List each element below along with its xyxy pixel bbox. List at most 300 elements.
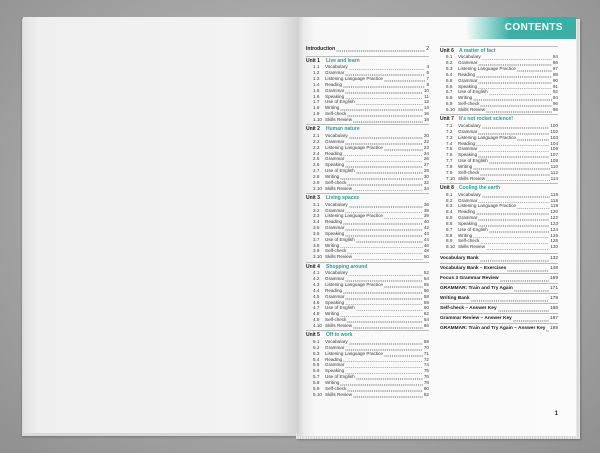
page-ref: 123 [550, 220, 558, 226]
unit-number: Unit 7 [440, 116, 454, 123]
page-ref: 59 [423, 299, 429, 305]
section-number: 4.8 [313, 311, 320, 317]
contents-page [297, 17, 576, 436]
page-ref: 106 [550, 146, 558, 152]
page-ref: 132 [549, 255, 558, 261]
page-ref: 75 [423, 368, 429, 374]
section-label: Self-check [458, 101, 480, 107]
section-number: 4.7 [313, 305, 320, 311]
page-ref: 34 [423, 185, 429, 191]
page-ref: 66 [423, 323, 429, 328]
page-ref: 46 [423, 242, 429, 248]
section-label: Grammar [458, 128, 478, 134]
section-number: 6.1 [446, 54, 453, 60]
section-number: 2.9 [313, 179, 320, 185]
page-ref: 82 [423, 391, 429, 397]
dot-leader [513, 314, 549, 323]
section-label: Vocabulary [325, 64, 348, 70]
section-number: 4.4 [313, 287, 320, 293]
contents-header-band [466, 17, 576, 39]
contents-entry-introduction [306, 46, 429, 52]
page-ref: 30 [423, 173, 429, 179]
section-label: Self-check [325, 317, 347, 323]
section-label: Listening Language Practice [325, 213, 383, 219]
contents-entry-back-matter [440, 293, 558, 303]
unit-title: Cooling the earth [459, 184, 501, 191]
dot-leader [500, 274, 549, 283]
section-number: 4.10 [313, 323, 322, 328]
unit-section [306, 193, 429, 262]
unit-heading [440, 116, 558, 123]
section-number: 7.2 [446, 128, 453, 134]
entry-label: Focus 3 Grammar Review [440, 275, 499, 281]
page-ref: 12 [423, 99, 429, 105]
unit-section [306, 56, 429, 125]
section-number: 8.6 [446, 220, 453, 226]
section-label: Speaking [325, 299, 345, 305]
section-number: 8.5 [446, 215, 453, 221]
page-ref: 102 [550, 128, 558, 134]
page-ref: 18 [423, 116, 429, 122]
section-label: Grammar [325, 344, 345, 350]
page-ref: 23 [423, 144, 429, 150]
page-ref: 16 [423, 111, 429, 117]
section-label: Reading [458, 209, 476, 215]
page-ref: 42 [423, 225, 429, 231]
page-ref: 118 [550, 197, 558, 203]
section-number: 1.5 [313, 87, 320, 93]
unit-section [306, 330, 429, 399]
section-number: 5.2 [313, 344, 320, 350]
section-number: 6.5 [446, 77, 453, 83]
section-label: Skills Review [325, 323, 353, 328]
section-label: Grammar [325, 293, 345, 299]
dot-leader [353, 392, 423, 398]
section-number: 7.6 [446, 152, 453, 158]
page-ref: 114 [550, 175, 558, 181]
section-label: Grammar [458, 146, 478, 152]
section-number: 5.5 [313, 362, 320, 368]
unit-section [440, 114, 558, 183]
page-ref: 126 [550, 232, 558, 238]
page-ref: 76 [423, 374, 429, 380]
page-ref: 20 [423, 133, 429, 139]
page-ref: 91 [552, 83, 558, 89]
page-ref: 74 [423, 362, 429, 368]
page-ref: 103 [550, 134, 558, 140]
section-label: Speaking [325, 368, 345, 374]
section-label: Self-check [325, 179, 347, 185]
page-ref: 58 [423, 293, 429, 299]
contents-entry [306, 323, 429, 329]
section-label: Speaking [325, 93, 345, 99]
page-ref: 55 [423, 282, 429, 288]
unit-title: It's not rocket science! [459, 116, 513, 123]
section-number: 2.7 [313, 168, 320, 174]
section-number: 4.3 [313, 282, 320, 288]
page-ref: 22 [423, 138, 429, 144]
unit-title: Shopping around [326, 263, 368, 270]
dot-leader [353, 323, 423, 329]
section-label: Skills Review [458, 175, 486, 181]
section-label: Listening Language Practice [325, 76, 383, 82]
section-number: 2.10 [313, 185, 322, 191]
section-label: Reading [458, 71, 476, 77]
unit-number: Unit 6 [440, 47, 454, 54]
entry-label: GRAMMAR: Train and Try Again – Answer Key [440, 325, 546, 331]
entry-label: Introduction [306, 46, 336, 52]
page-ref: 40 [423, 219, 429, 225]
section-number: 1.2 [313, 70, 320, 76]
section-number: 5.7 [313, 374, 320, 380]
page-ref: 108 [550, 158, 558, 164]
section-label: Reading [458, 140, 476, 146]
section-label: Grammar [325, 87, 345, 93]
section-label: Self-check [325, 111, 347, 117]
section-number: 4.1 [313, 270, 320, 276]
section-label: Listening Language Practice [325, 144, 383, 150]
dot-leader [480, 254, 549, 263]
section-label: Grammar [325, 276, 345, 282]
section-label: Writing [325, 173, 340, 179]
section-number: 7.10 [446, 175, 455, 181]
page-ref: 185 [549, 305, 558, 311]
entry-label: Vocabulary Bank [440, 255, 479, 261]
page-ref: 159 [549, 275, 558, 281]
page-ref: 130 [550, 244, 558, 250]
section-label: Self-check [325, 248, 347, 254]
unit-number: Unit 5 [306, 332, 320, 339]
page-ref: 54 [423, 276, 429, 282]
page-ref: 2 [426, 46, 429, 52]
section-label: Grammar [325, 225, 345, 231]
unit-number: Unit 3 [306, 194, 320, 201]
page-ref: 187 [549, 315, 558, 321]
section-label: Grammar [325, 362, 345, 368]
contents-entry [306, 254, 429, 260]
section-number: 6.9 [446, 101, 453, 107]
section-number: 8.1 [446, 191, 453, 197]
section-number: 4.2 [313, 276, 320, 282]
section-label: Grammar [325, 156, 345, 162]
page-ref: 38 [423, 207, 429, 213]
section-number: 4.5 [313, 293, 320, 299]
unit-section [440, 183, 558, 252]
unit-section [306, 262, 429, 331]
page-ref: 68 [423, 339, 429, 345]
section-label: Use of English [325, 99, 355, 105]
unit-number: Unit 1 [306, 57, 320, 64]
contents-entry-back-matter [440, 263, 558, 273]
page-ref: 32 [423, 179, 429, 185]
section-label: Grammar [458, 77, 478, 83]
page-ref: 120 [550, 209, 558, 215]
left-page-blank [23, 17, 297, 433]
section-number: 5.8 [313, 380, 320, 385]
section-label: Writing [325, 380, 340, 385]
section-number: 8.7 [446, 226, 453, 232]
section-label: Listening Language Practice [458, 66, 516, 72]
page-ref: 28 [423, 168, 429, 174]
section-number: 5.10 [313, 391, 322, 397]
section-number: 5.4 [313, 356, 320, 362]
unit-heading [306, 58, 429, 65]
contents-title: CONTENTS [504, 22, 563, 33]
page-ref: 84 [552, 54, 558, 60]
contents-column-left [306, 46, 429, 399]
unit-section [306, 124, 429, 193]
section-number: 6.2 [446, 60, 453, 66]
unit-number: Unit 4 [306, 263, 320, 270]
section-number: 4.9 [313, 317, 320, 323]
section-label: Speaking [458, 152, 478, 158]
section-number: 8.9 [446, 238, 453, 244]
section-number: 5.3 [313, 350, 320, 356]
contents-entry [440, 244, 558, 250]
section-number: 6.7 [446, 89, 453, 95]
page-ref: 44 [423, 236, 429, 242]
page-ref: 8 [426, 81, 429, 87]
page-ref: 78 [423, 380, 429, 385]
contents-column-right [440, 46, 558, 333]
section-number: 3.10 [313, 254, 322, 260]
dot-leader [514, 284, 549, 293]
dot-leader [353, 117, 423, 123]
page-ref: 39 [423, 213, 429, 219]
unit-number: Unit 8 [440, 184, 454, 191]
section-label: Use of English [458, 226, 488, 232]
page-ref: 27 [423, 162, 429, 168]
section-number: 8.4 [446, 209, 453, 215]
page-ref: 94 [552, 95, 558, 101]
dot-leader [471, 294, 549, 303]
section-label: Speaking [325, 230, 345, 236]
section-number: 1.9 [313, 111, 320, 117]
section-number: 2.2 [313, 138, 320, 144]
section-number: 7.4 [446, 140, 453, 146]
section-number: 8.10 [446, 244, 455, 250]
contents-entry-back-matter [440, 323, 558, 333]
entry-label: Vocabulary Bank – Exercises [440, 265, 507, 271]
section-label: Writing [458, 163, 473, 169]
contents-entry-back-matter [440, 273, 558, 283]
page-ref: 116 [550, 191, 558, 197]
page-ref: 24 [423, 150, 429, 156]
contents-entry-back-matter [440, 313, 558, 323]
page-ref: 6 [426, 70, 429, 76]
page-ref: 179 [549, 295, 558, 301]
section-number: 3.4 [313, 219, 320, 225]
page-ref: 64 [423, 317, 429, 323]
page-ref: 171 [549, 285, 558, 291]
section-number: 2.3 [313, 144, 320, 150]
section-number: 1.7 [313, 99, 320, 105]
page-ref: 148 [549, 265, 558, 271]
section-number: 3.2 [313, 207, 320, 213]
page-ref: 128 [550, 238, 558, 244]
page-ref: 80 [423, 385, 429, 391]
contents-entry [306, 117, 429, 123]
section-label: Grammar [325, 138, 345, 144]
unit-number: Unit 2 [306, 126, 320, 133]
unit-title: Living spaces [326, 194, 360, 201]
page-ref: 110 [550, 163, 558, 169]
section-label: Use of English [325, 305, 355, 311]
page-ref: 107 [550, 152, 558, 158]
section-number: 6.8 [446, 95, 453, 101]
unit-heading [306, 126, 429, 133]
section-number: 6.6 [446, 83, 453, 89]
entry-label: Writing Bank [440, 295, 470, 301]
section-label: Vocabulary [325, 339, 348, 345]
contents-entry [440, 176, 558, 182]
page-ref: 4 [426, 64, 429, 70]
section-label: Listening Language Practice [325, 282, 383, 288]
dot-leader [486, 244, 549, 250]
section-number: 1.1 [313, 64, 320, 70]
section-number: 3.5 [313, 225, 320, 231]
page-ref: 60 [423, 305, 429, 311]
section-label: Listening Language Practice [325, 350, 383, 356]
section-label: Writing [458, 232, 473, 238]
section-label: Reading [325, 150, 343, 156]
section-label: Reading [325, 219, 343, 225]
unit-title: Live and learn [326, 57, 360, 64]
dot-leader [507, 264, 549, 273]
dot-leader [336, 46, 425, 52]
page-ref: 43 [423, 230, 429, 236]
section-label: Writing [325, 242, 340, 248]
section-number: 1.3 [313, 76, 320, 82]
dot-leader [353, 254, 423, 260]
page-ref: 56 [423, 287, 429, 293]
section-label: Skills Review [325, 254, 353, 260]
page-ref: 11 [424, 93, 429, 99]
page-number: 1 [554, 411, 558, 417]
page-ref: 48 [423, 248, 429, 254]
dot-leader [353, 186, 423, 192]
section-label: Reading [325, 287, 343, 293]
unit-heading [306, 195, 429, 202]
section-label: Skills Review [325, 185, 353, 191]
section-number: 4.6 [313, 299, 320, 305]
section-label: Writing [325, 105, 340, 111]
section-number: 3.3 [313, 213, 320, 219]
unit-title: Off to work [326, 332, 353, 339]
page-ref: 87 [552, 66, 558, 72]
section-number: 6.3 [446, 66, 453, 72]
section-number: 7.8 [446, 163, 453, 169]
unit-title: A matter of fact [459, 47, 496, 54]
section-label: Use of English [325, 236, 355, 242]
contents-entry [440, 107, 558, 113]
page-ref: 52 [423, 270, 429, 276]
dot-leader [486, 107, 552, 113]
entry-label: GRAMMAR: Train and Try Again [440, 285, 513, 291]
unit-heading [306, 264, 429, 271]
page-ref: 122 [550, 215, 558, 221]
section-number: 2.4 [313, 150, 320, 156]
unit-section [440, 46, 558, 115]
dot-leader [498, 304, 549, 313]
section-number: 5.9 [313, 385, 320, 391]
page-ref: 92 [552, 89, 558, 95]
section-label: Grammar [458, 215, 478, 221]
page-ref: 189 [549, 325, 558, 331]
entry-label: Grammar Review – Answer Key [440, 315, 512, 321]
section-number: 7.7 [446, 158, 453, 164]
section-number: 7.1 [446, 123, 453, 129]
page-ref: 119 [550, 203, 558, 209]
section-label: Grammar [325, 70, 345, 76]
section-label: Speaking [325, 162, 345, 168]
section-number: 7.5 [446, 146, 453, 152]
section-label: Vocabulary [325, 201, 348, 207]
entry-label: Self-check – Answer Key [440, 305, 497, 311]
section-label: Grammar [325, 207, 345, 213]
section-label: Vocabulary [325, 133, 348, 139]
section-number: 5.6 [313, 368, 320, 374]
section-number: 7.3 [446, 134, 453, 140]
section-label: Use of English [325, 374, 355, 380]
page-ref: 26 [423, 156, 429, 162]
page-ref: 100 [550, 123, 558, 129]
page-ref: 70 [423, 344, 429, 350]
section-number: 6.4 [446, 71, 453, 77]
section-number: 8.2 [446, 197, 453, 203]
unit-heading [440, 185, 558, 192]
back-matter-list [440, 253, 558, 333]
section-number: 5.1 [313, 339, 320, 345]
section-number: 6.10 [446, 106, 455, 112]
unit-heading [306, 332, 429, 339]
section-number: 1.8 [313, 105, 320, 111]
page-ref: 36 [423, 201, 429, 207]
section-number: 2.6 [313, 162, 320, 168]
section-label: Vocabulary [458, 191, 481, 197]
page-ref: 96 [552, 101, 558, 107]
page-ref: 90 [552, 77, 558, 83]
section-number: 8.3 [446, 203, 453, 209]
section-label: Self-check [458, 169, 480, 175]
section-label: Writing [458, 95, 473, 101]
contents-entry-back-matter [440, 303, 558, 313]
section-number: 8.8 [446, 232, 453, 238]
page-ref: 86 [552, 60, 558, 66]
section-number: 2.1 [313, 133, 320, 139]
section-number: 7.9 [446, 169, 453, 175]
section-label: Vocabulary [458, 54, 481, 60]
contents-entry [306, 186, 429, 192]
unit-title: Human nature [326, 126, 360, 133]
section-label: Grammar [458, 60, 478, 66]
section-number: 3.6 [313, 230, 320, 236]
page-ref: 10 [423, 87, 429, 93]
section-number: 3.8 [313, 242, 320, 248]
page-ref: 50 [423, 254, 429, 260]
section-label: Use of English [458, 158, 488, 164]
section-label: Skills Review [325, 391, 353, 397]
unit-heading [440, 48, 558, 55]
section-label: Skills Review [458, 244, 486, 250]
section-number: 3.7 [313, 236, 320, 242]
section-label: Writing [325, 311, 340, 317]
dot-leader [546, 324, 549, 333]
section-number: 1.10 [313, 116, 322, 122]
section-label: Listening Language Practice [458, 203, 516, 209]
section-number: 2.8 [313, 173, 320, 179]
section-label: Reading [325, 81, 343, 87]
